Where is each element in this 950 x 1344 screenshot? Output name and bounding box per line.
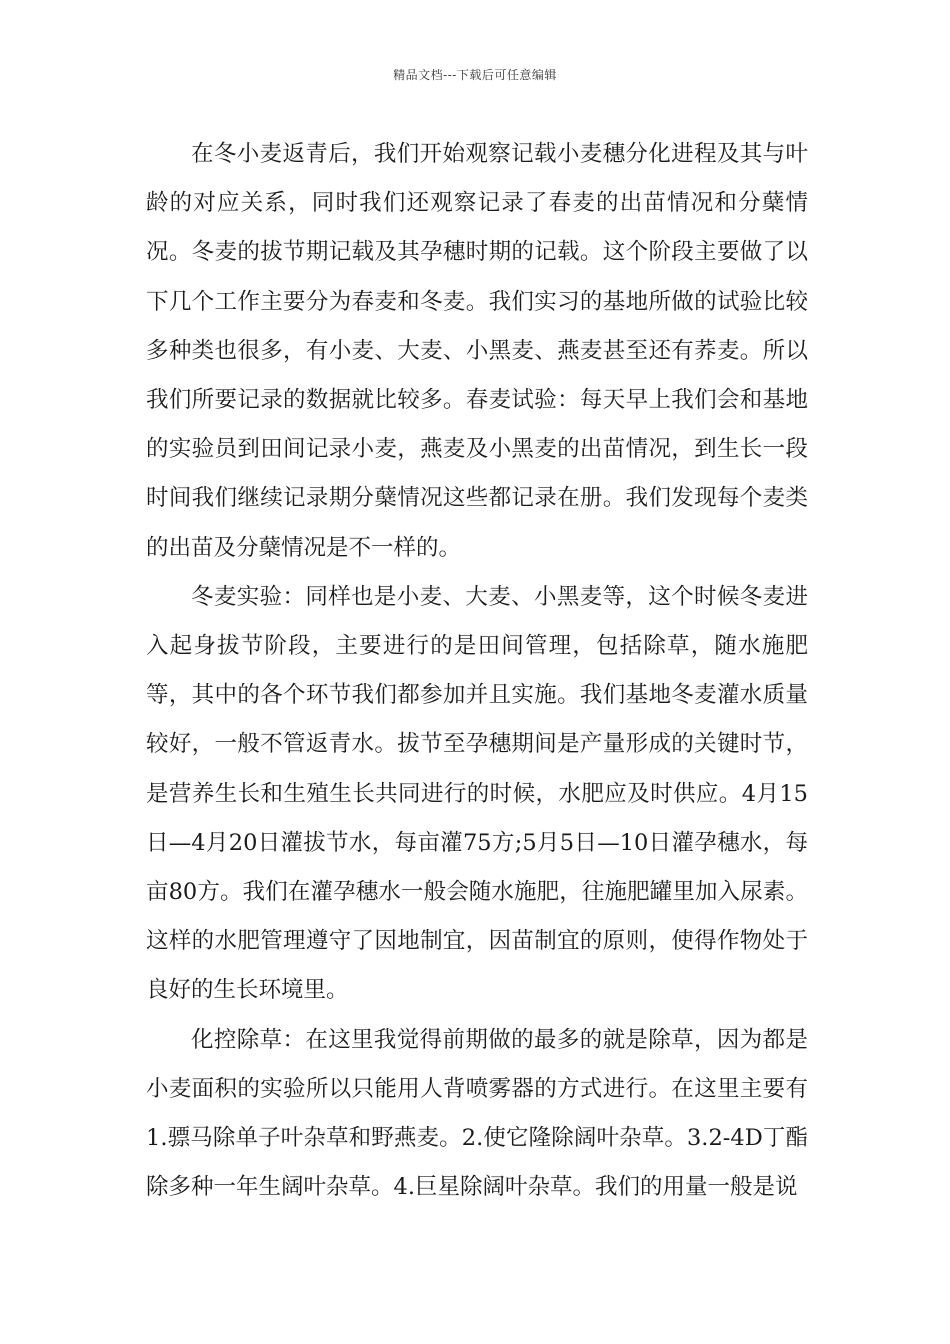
page-header: 精品文档---下载后可任意编辑 (393, 68, 557, 82)
paragraph-spring-wheat: 在冬小麦返青后，我们开始观察记载小麦穗分化进程及其与叶龄的对应关系，同时我们还观察记录了春麦的出苗情况和分蘖情况。冬麦的拔节期记载及其孕穗时期的记载。这个阶段主要做了以下几个工作主要分为春麦和冬麦。我们实习的基地所做的试验比较多种类也很多，有小麦、大麦、小黑麦、燕麦甚至还有荞麦。所以我们所要记录的数据就比较多。春麦试验：每天早上我们会和基地的实验员到田间记录小麦，燕麦及小黑麦的出苗情况，到生长一段时间我们继续记录期分蘖情况这些都记录在册。我们发现每个麦类的出苗及分蘖情况是不一样的。 (146, 141, 808, 561)
document-body (146, 130, 808, 1212)
paragraph-winter-wheat: 冬麦实验：同样也是小麦、大麦、小黑麦等，这个时候冬麦进入起身拔节阶段，主要进行的是田间管理，包括除草，随水施肥等，其中的各个环节我们都参加并且实施。我们基地冬麦灌水质量较好，一般不管返青水。拔节至孕穗期间是产量形成的关键时节，是营养生长和生殖生长共同进行的时候，水肥应及时供应。4月15日—4月20日灌拔节水，每亩灌75方;5月5日—10日灌孕穗水，每亩80方。我们在灌孕穗水一般会随水施肥，往施肥罐里加入尿素。这样的水肥管理遵守了因地制宜，因苗制宜的原则，使得作物处于良好的生长环境里。 (146, 583, 808, 1004)
paragraph-weed-control: 化控除草：在这里我觉得前期做的最多的就是除草，因为都是小麦面积的实验所以只能用人背喷雾器的方式进行。在这里主要有1.骠马除单子叶杂草和野燕麦。2.使它隆除阔叶杂草。3.2-4D丁酯除多种一年生阔叶杂草。4.巨星除阔叶杂草。我们的用量一般是说 (146, 1026, 808, 1201)
